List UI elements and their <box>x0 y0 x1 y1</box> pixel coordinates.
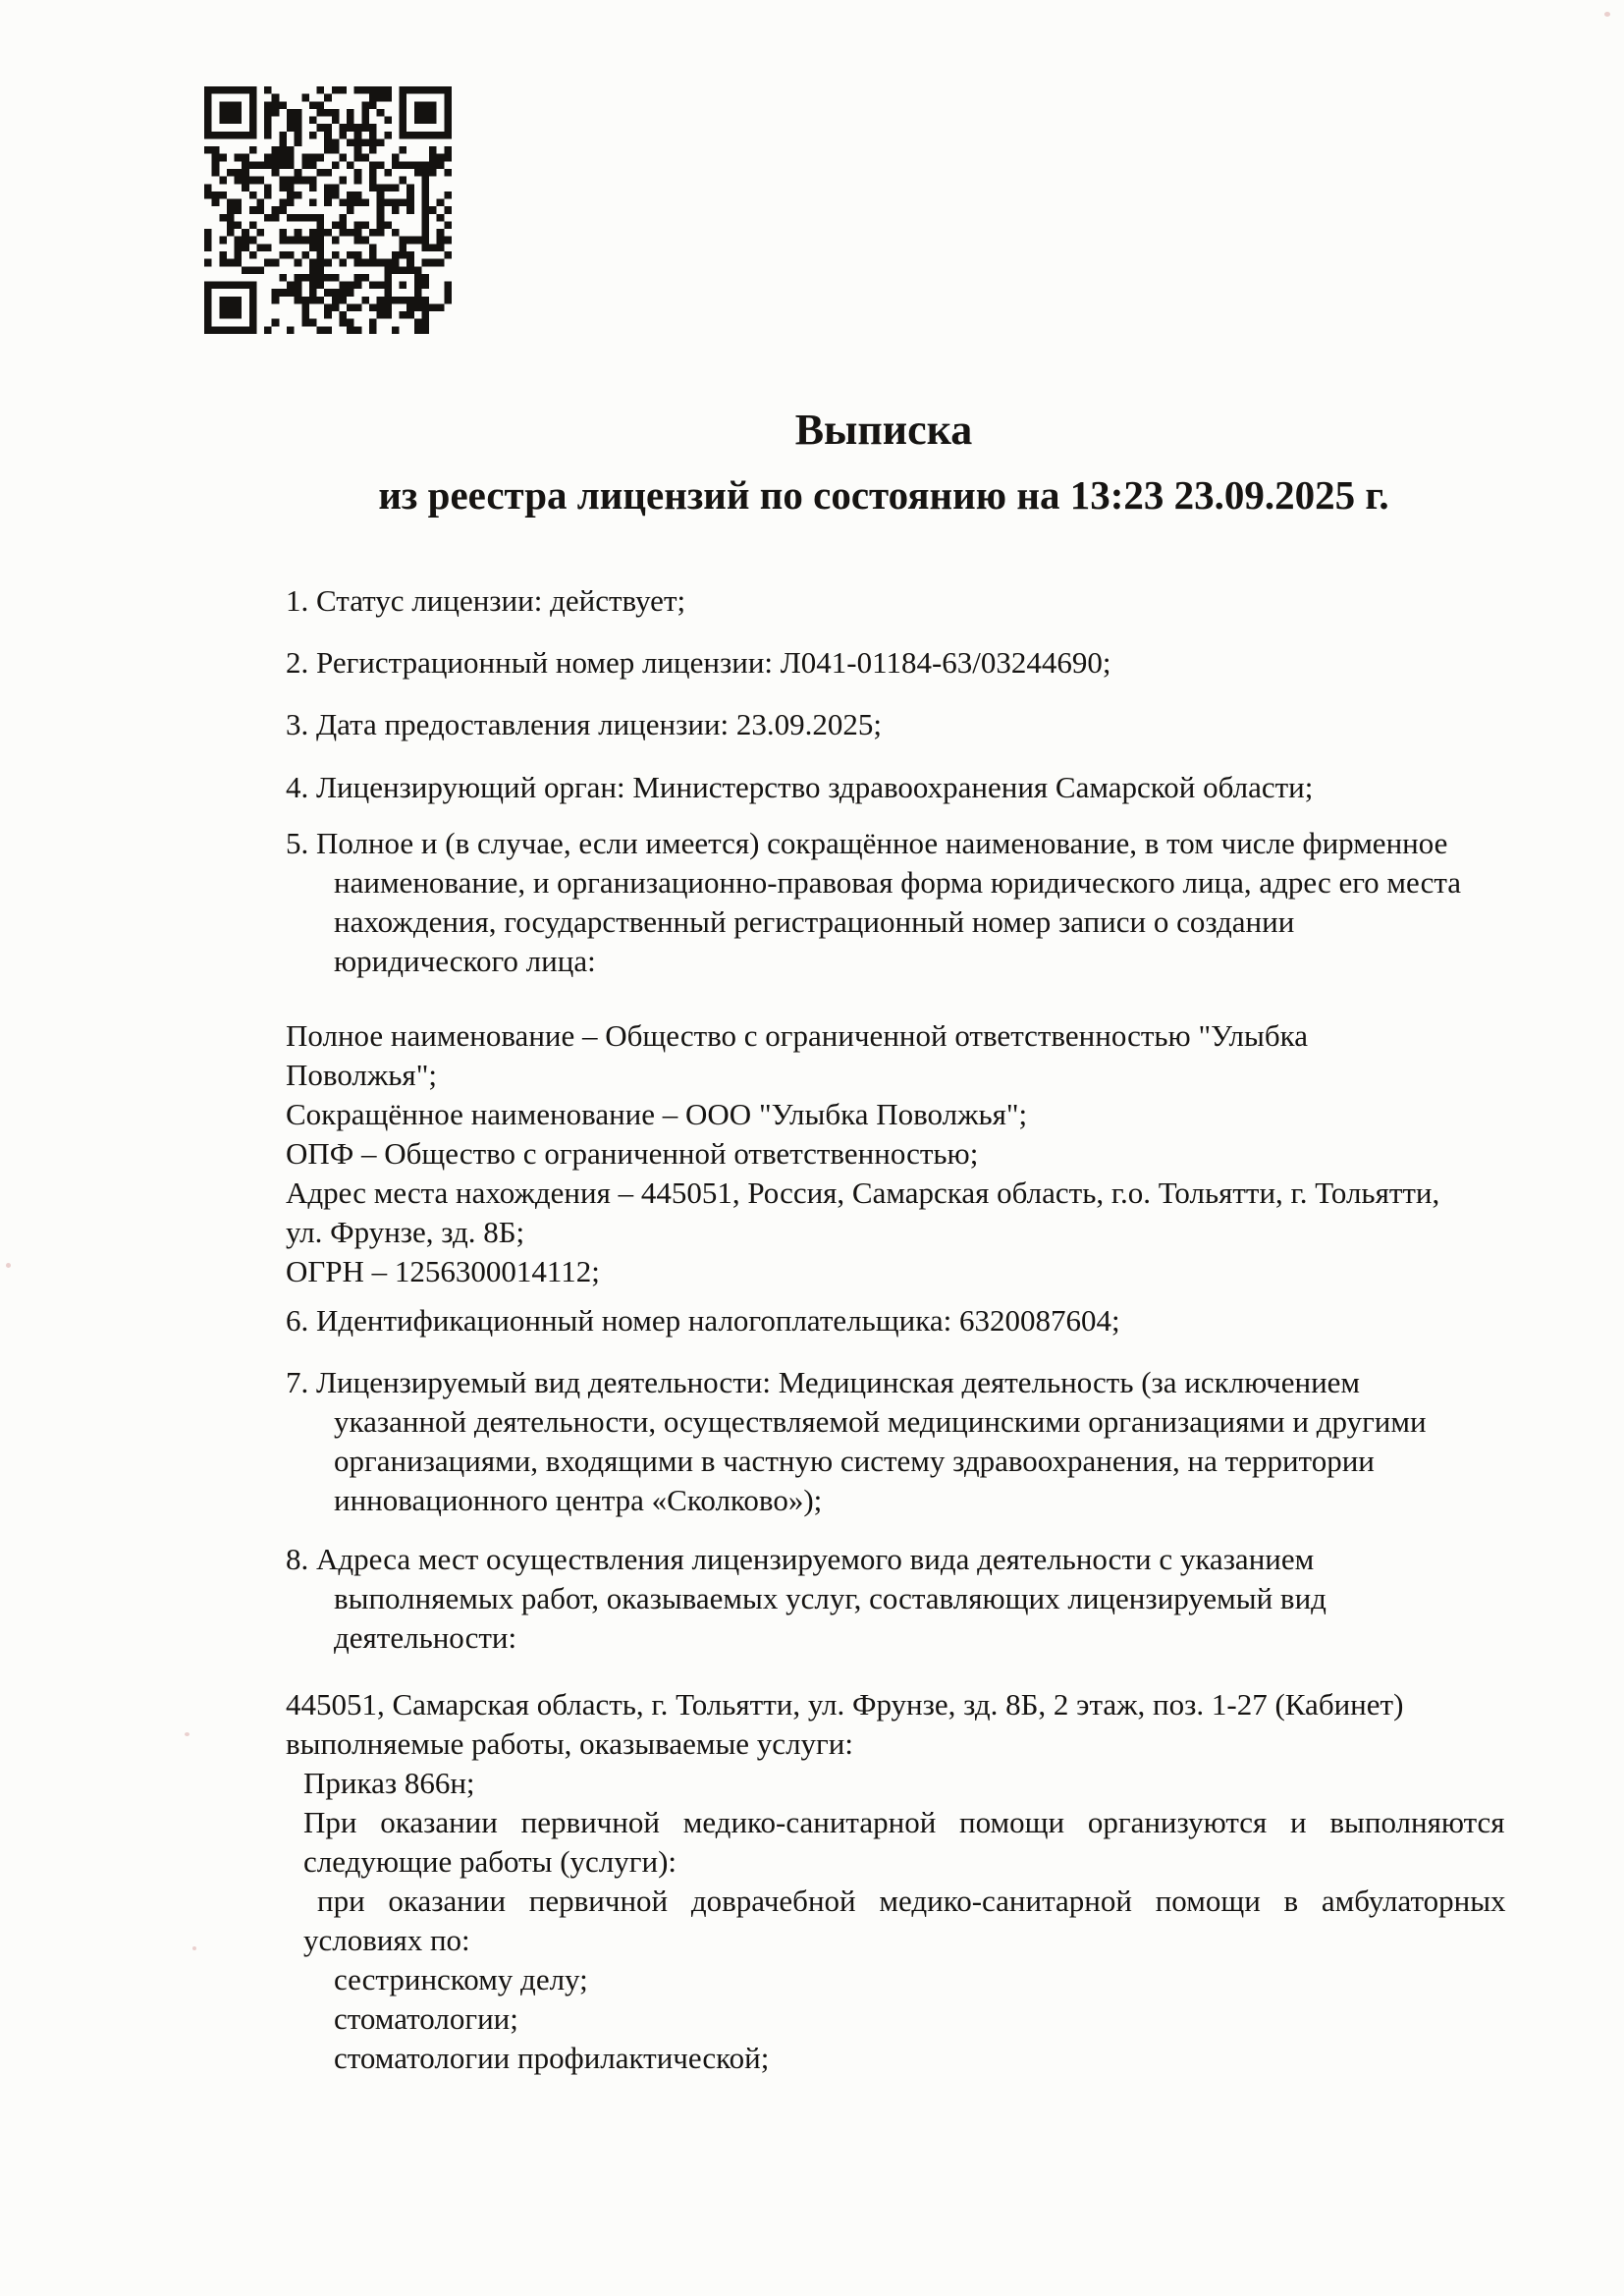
text-line: Поволжья"; <box>286 1058 437 1092</box>
text-line: 3. Дата предоставления лицензии: 23.09.2025; <box>286 707 883 741</box>
text-block <box>286 1540 1532 1658</box>
text-block <box>286 581 1532 621</box>
text-line: 445051, Самарская область, г. Тольятти, ул. Фрунзе, зд. 8Б, 2 этаж, поз. 1-27 (Кабинет) <box>286 1687 1404 1722</box>
text-line: 8. Адреса мест осуществления лицензируемого вида деятельности с указанием <box>286 1542 1315 1576</box>
text-line: Сокращённое наименование – ООО "Улыбка Поволжья"; <box>286 1097 1028 1131</box>
text-block <box>286 1301 1532 1340</box>
text-line: Адрес места нахождения – 445051, Россия, Самарская область, г.о. Тольятти, г. Тольятти, <box>286 1175 1440 1210</box>
document-body <box>286 581 1532 2078</box>
text-block <box>286 643 1532 683</box>
text-block <box>286 1363 1532 1520</box>
text-line: выполняемых работ, оказываемых услуг, составляющих лицензируемый вид <box>334 1581 1326 1615</box>
text-line: Приказ 866н; <box>303 1766 475 1800</box>
text-block <box>286 824 1532 981</box>
text-line: деятельности: <box>334 1620 517 1655</box>
text-line: 7. Лицензируемый вид деятельности: Медицинская деятельность (за исключением <box>286 1365 1361 1399</box>
text-line: наименование, и организационно-правовая форма юридического лица, адрес его места <box>334 865 1462 900</box>
text-line: стоматологии; <box>334 2001 518 2036</box>
text-line: инновационного центра «Сколково»); <box>334 1483 823 1517</box>
text-line: 5. Полное и (в случае, если имеется) сокращённое наименование, в том числе фирменное <box>286 826 1448 860</box>
text-line: ОГРН – 1256300014112; <box>286 1254 600 1288</box>
scan-speck <box>1604 12 1610 17</box>
text-line: следующие работы (услуги): <box>303 1844 677 1879</box>
text-block <box>286 705 1532 744</box>
text-line: 6. Идентификационный номер налогоплательщика: 6320087604; <box>286 1303 1120 1338</box>
text-line: 4. Лицензирующий орган: Министерство здравоохранения Самарской области; <box>286 770 1314 804</box>
scan-speck <box>192 1946 196 1950</box>
text-line: стоматологии профилактической; <box>334 2041 770 2075</box>
text-line: сестринскому делу; <box>334 1962 588 1996</box>
document-title: Выписка <box>794 406 973 454</box>
scan-speck <box>185 1732 189 1736</box>
text-block <box>286 1016 1532 1291</box>
text-block <box>286 768 1532 807</box>
text-line: 2. Регистрационный номер лицензии: Л041-01184-63/03244690; <box>286 645 1111 680</box>
text-line: условиях по: <box>303 1923 470 1957</box>
document-header <box>236 407 1532 519</box>
text-line: выполняемые работы, оказываемые услуги: <box>286 1726 853 1761</box>
text-line: ОПФ – Общество с ограниченной ответственностью; <box>286 1136 979 1171</box>
text-line: нахождения, государственный регистрационный номер записи о создании <box>334 904 1295 939</box>
text-line: 1. Статус лицензии: действует; <box>286 583 686 618</box>
text-line: Полное наименование – Общество с ограниченной ответственностью "Улыбка <box>286 1018 1308 1053</box>
text-line: При оказании первичной медико-санитарной помощи организуются и выполняются <box>303 1805 1505 1839</box>
document-subtitle: из реестра лицензий по состоянию на 13:23 23.09.2025 г. <box>378 472 1389 518</box>
text-line: ул. Фрунзе, зд. 8Б; <box>286 1215 525 1249</box>
text-block <box>286 1685 1532 2078</box>
text-line: юридического лица: <box>334 944 596 978</box>
scan-speck <box>6 1263 11 1268</box>
text-line: организациями, входящими в частную систему здравоохранения, на территории <box>334 1444 1375 1478</box>
text-line: при оказании первичной доврачебной медико-санитарной помощи в амбулаторных <box>317 1884 1506 1918</box>
text-line: указанной деятельности, осуществляемой медицинскими организациями и другими <box>334 1404 1427 1439</box>
qr-code <box>204 86 452 334</box>
